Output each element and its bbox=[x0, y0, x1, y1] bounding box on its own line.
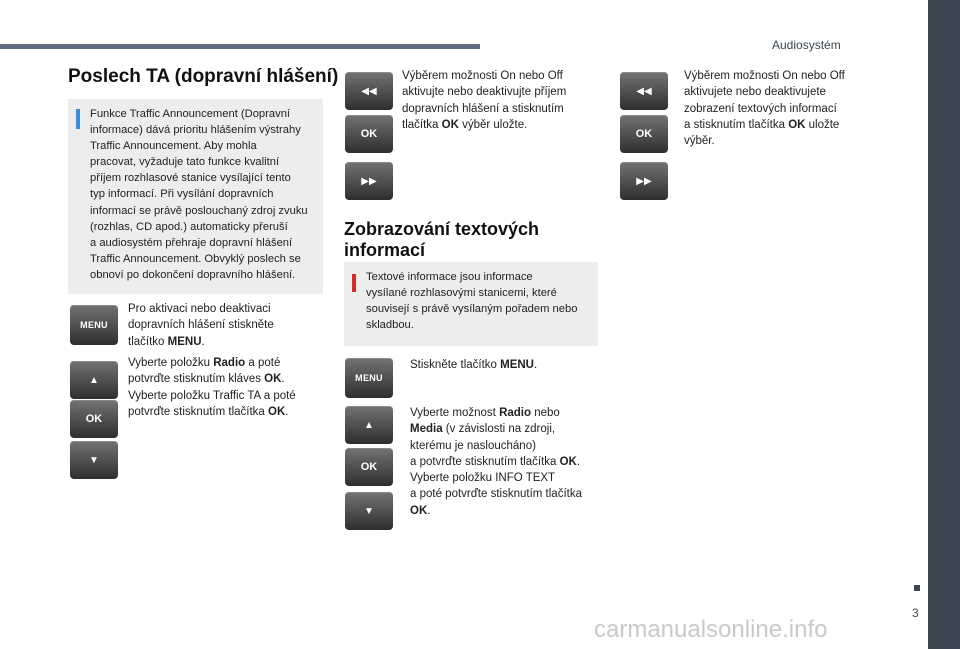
up-arrow-icon: ▲ bbox=[364, 419, 374, 431]
step-text: Vyberte položku Radio a poté potvrďte stisknutím kláves OK. Vyberte položku Traffic TA a poté potvrďte stisknutím tlačítka OK. bbox=[128, 357, 296, 418]
up-button bbox=[345, 406, 393, 444]
ok-button: OK bbox=[70, 400, 118, 438]
down-arrow-icon: ▼ bbox=[364, 505, 374, 517]
ok-button: OK bbox=[345, 448, 393, 486]
info-icon bbox=[76, 109, 80, 129]
page-edge-sidebar bbox=[928, 0, 960, 649]
step-text: Pro aktivaci nebo deaktivaci dopravních hlášení stiskněte tlačítko MENU. bbox=[128, 303, 274, 348]
down-arrow-icon: ▼ bbox=[89, 454, 99, 466]
ok-button: OK bbox=[345, 115, 393, 153]
forward-button bbox=[620, 162, 668, 200]
warning-text: Textové informace jsou informace vysílané rozhlasovými stanicemi, které souvisejí s právě vysílaným pořadem nebo skladbou. bbox=[366, 271, 578, 332]
header-rule bbox=[0, 44, 480, 49]
rewind-button bbox=[620, 72, 668, 110]
rewind-button bbox=[345, 72, 393, 110]
ok-button: OK bbox=[620, 115, 668, 153]
up-button bbox=[70, 361, 118, 399]
down-button bbox=[70, 441, 118, 479]
step-text: Stiskněte tlačítko MENU. bbox=[410, 359, 538, 371]
page-marker bbox=[914, 585, 920, 591]
warning-icon bbox=[352, 274, 356, 292]
step-text: Výběrem možnosti On nebo Off aktivujete nebo deaktivujete zobrazení textových informací a stisknutím tlačítka OK uložte výběr. bbox=[684, 70, 845, 148]
step-text: Výběrem možnosti On nebo Off aktivujte nebo deaktivujte příjem dopravních hlášení a stisknutím tlačítka OK výběr uložte. bbox=[402, 70, 567, 131]
page-number: 3 bbox=[912, 606, 919, 620]
up-arrow-icon: ▲ bbox=[89, 374, 99, 386]
menu-button: MENU bbox=[345, 358, 393, 398]
rewind-icon: ◀◀ bbox=[361, 85, 377, 97]
forward-icon: ▶▶ bbox=[361, 175, 377, 187]
page-title: Poslech TA (dopravní hlášení) bbox=[68, 66, 339, 87]
forward-button bbox=[345, 162, 393, 200]
step-text: Vyberte možnost Radio nebo Media (v závislosti na zdroji, kterému je nasloucháno) a potvrďte stisknutím tlačítka OK. Vyberte položku INFO TEXT a poté potvrďte stisknutím tlačítka OK. bbox=[410, 407, 582, 517]
forward-icon: ▶▶ bbox=[636, 175, 652, 187]
section-title: Audiosystém bbox=[772, 38, 841, 52]
rewind-icon: ◀◀ bbox=[636, 85, 652, 97]
info-box bbox=[68, 99, 323, 294]
watermark: carmanualsonline.info bbox=[594, 616, 828, 643]
menu-button: MENU bbox=[70, 305, 118, 345]
warning-box bbox=[344, 262, 598, 346]
info-text: Funkce Traffic Announcement (Dopravní informace) dává prioritu hlášením výstrahy Traffic Announcement. Aby mohla pracovat, vyžaduje tato funkce kvalitní příjem rozhlasové stanice vysílající tento typ informací. Při vysílání dopravních informací se právě poslouchaný zdroj zvuku (rozhlas, CD apod.) automaticky přeruší a audiosystém přehraje dopravní hlášení Traffic Announcement. Obvyklý poslech se obnoví po dokončení dopravního hlášení. bbox=[90, 108, 308, 281]
down-button bbox=[345, 492, 393, 530]
section-heading: Zobrazování textových informací bbox=[344, 219, 540, 260]
